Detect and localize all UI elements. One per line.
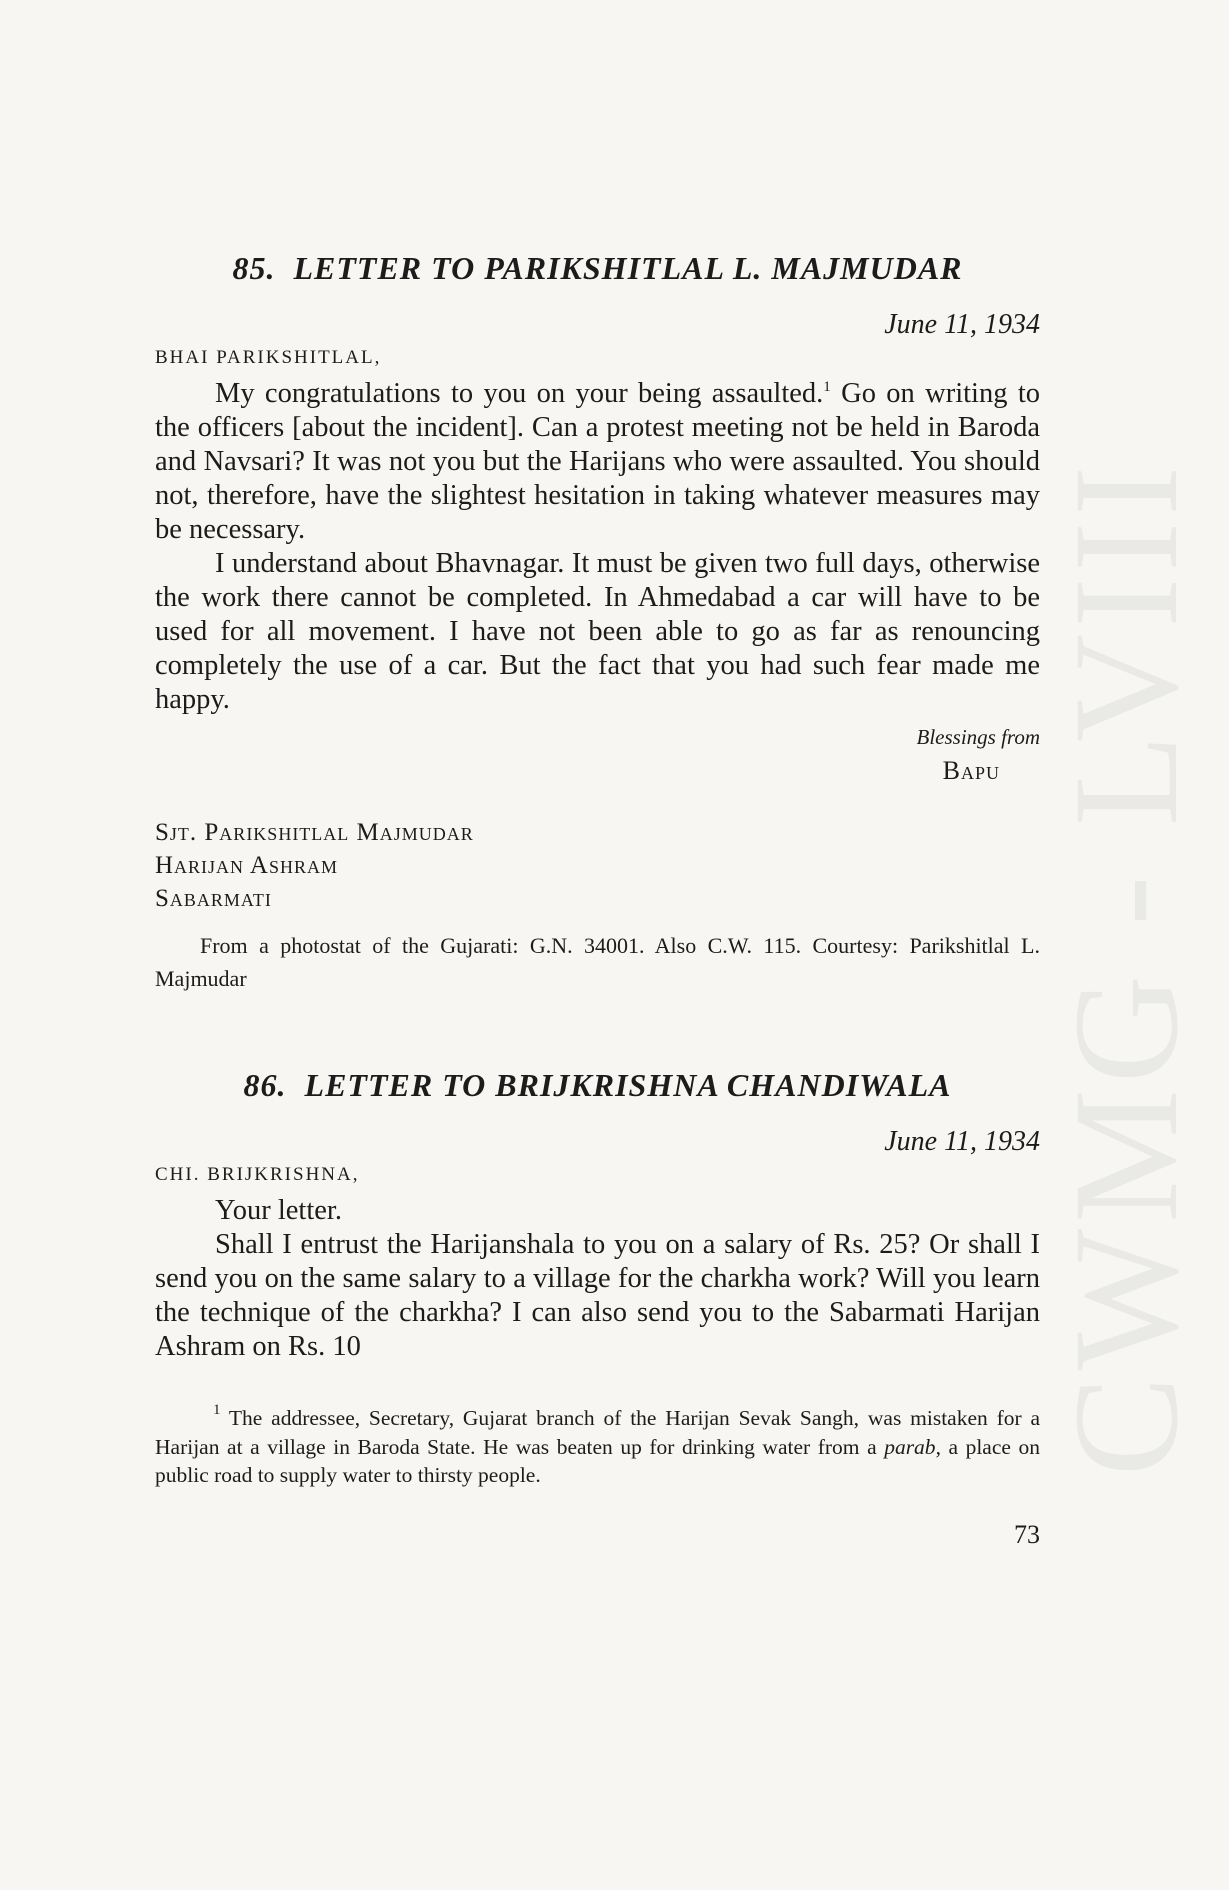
letter-body (155, 1194, 1040, 1364)
page-number: 73 (1014, 1519, 1040, 1549)
paragraph: I understand about Bhavnagar. It must be given two full days, otherwise the work there cannot be completed. In Ahmedabad a car will have to be used for all movement. I have not been able to go as far as renouncing completely the use of a car. But the fact that you had such fear made me happy. (155, 548, 1040, 715)
letter-date: June 11, 1934 (884, 309, 1040, 340)
signature: Bapu (942, 756, 1000, 785)
footnote (155, 1404, 1040, 1490)
footnote-text: The addressee, Secretary, Gujarat branch of the Harijan Sevak Sangh, was mistaken for a Harijan at a village in Baroda State. He was beaten up for drinking water from a (155, 1406, 1040, 1459)
paragraph (155, 377, 1040, 547)
footnote-number: 1 (213, 1402, 221, 1418)
address-line: Sabarmati (155, 885, 272, 912)
footnote-italic-term: parab (884, 1434, 936, 1459)
letter-86 (155, 1067, 1040, 1364)
paragraph: Your letter. (215, 1195, 342, 1226)
salutation: CHI. BRIJKRISHNA, (155, 1164, 360, 1185)
letter-number: 85. (232, 250, 276, 286)
letter-date: June 11, 1934 (884, 1126, 1040, 1157)
letter-number: 86. (243, 1067, 287, 1103)
letter-85 (155, 250, 1040, 995)
letter-title-text: LETTER TO PARIKSHITLAL L. MAJMUDAR (293, 250, 963, 286)
address-line: Sjt. Parikshitlal Majmudar (155, 819, 474, 846)
letter-title (155, 1067, 1040, 1104)
letter-body (155, 377, 1040, 717)
letter-title (155, 250, 1040, 287)
closing: Blessings from (916, 725, 1040, 749)
letter-title-text: LETTER TO BRIJKRISHNA CHANDIWALA (304, 1067, 952, 1103)
salutation: BHAI PARIKSHITLAL, (155, 347, 382, 368)
address-line: Harijan Ashram (155, 852, 339, 879)
paragraph-text: Go on writing to the officers [about the incident]. Can a protest meeting not be held in Baroda and Navsari? It was not you but the Harijans who were assaulted. You should not, therefore, have the slightest hesitation in taking whatever measures may be necessary. (155, 378, 1040, 545)
source-note: From a photostat of the Gujarati: G.N. 34001. Also C.W. 115. Courtesy: Parikshitlal L. Majmudar (155, 933, 1040, 991)
document-page (155, 250, 1040, 1550)
paragraph-text: My congratulations to you on your being assaulted. (215, 378, 824, 409)
footnote-text: , a place on public road to supply water to thirsty people. (155, 1434, 1040, 1487)
footnote-marker: 1 (823, 379, 831, 395)
address-block (155, 816, 1040, 915)
paragraph: Shall I entrust the Harijanshala to you on a salary of Rs. 25? Or shall I send you on the same salary to a village for the charkha work? Will you learn the technique of the charkha? I can also send you to the Sabarmati Harijan Ashram on Rs. 10 (155, 1229, 1040, 1362)
watermark: CWMG - LVIII (1043, 460, 1209, 1477)
